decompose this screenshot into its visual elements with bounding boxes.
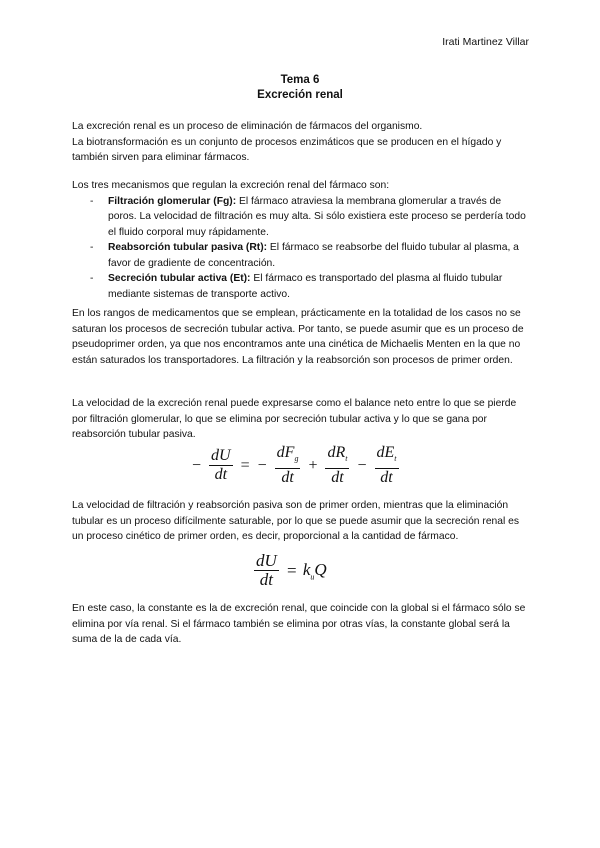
title-line-2: Excreción renal bbox=[257, 89, 343, 101]
paragraph-filtracion bbox=[72, 498, 532, 545]
eq-fraction bbox=[375, 444, 399, 487]
mechanism-term: Reabsorción tubular pasiva (Rt): bbox=[108, 242, 268, 253]
eq-operator: − bbox=[257, 456, 267, 474]
intro-paragraph-1: La excreción renal es un proceso de eliminación de fármacos del organismo. bbox=[72, 121, 423, 132]
eq-denominator: dt bbox=[380, 469, 393, 487]
eq-denominator: dt bbox=[331, 469, 344, 487]
eq-fraction bbox=[209, 447, 233, 484]
list-item bbox=[72, 240, 532, 271]
paragraph-rangos bbox=[72, 306, 532, 368]
eq-denominator: dt bbox=[214, 466, 228, 484]
mechanism-term: Secreción tubular activa (Et): bbox=[108, 273, 251, 284]
equation-balance bbox=[190, 444, 401, 487]
paragraph-velocidad bbox=[72, 396, 532, 443]
eq-symbol: dR bbox=[327, 444, 346, 461]
eq-rhs bbox=[303, 560, 327, 581]
intro-section bbox=[72, 119, 532, 166]
eq-symbol: Q bbox=[314, 559, 327, 579]
paragraph-text: La velocidad de filtración y reabsorción pasiva son de primer orden, mientras que la eliminación tubular es un proceso difícilmente saturable, por lo que se puede asumir que la secreción renal es un proceso cinético de primer orden, es decir, proporcional a la cantidad de fármaco. bbox=[72, 500, 520, 542]
eq-numerator bbox=[275, 444, 301, 469]
paragraph-final bbox=[72, 601, 532, 648]
eq-symbol: k bbox=[302, 559, 311, 579]
document-title bbox=[0, 73, 600, 103]
eq-fraction bbox=[325, 444, 349, 487]
eq-subscript: t bbox=[345, 454, 348, 464]
eq-numerator bbox=[375, 444, 399, 469]
eq-fraction bbox=[254, 552, 279, 589]
mechanism-text: El fármaco es transportado del plasma al fluido tubular mediante sistemas de transporte activo. bbox=[108, 273, 503, 300]
eq-numerator: dU bbox=[211, 447, 231, 465]
eq-operator: − bbox=[357, 456, 367, 474]
eq-fraction bbox=[275, 444, 301, 487]
eq-subscript: u bbox=[310, 572, 315, 582]
mechanisms-lead: Los tres mecanismos que regulan la excreción renal del fármaco son: bbox=[72, 180, 390, 191]
title-line-1: Tema 6 bbox=[280, 74, 320, 86]
mechanisms-section bbox=[72, 178, 532, 302]
eq-symbol: dF bbox=[276, 444, 295, 461]
eq-subscript: g bbox=[294, 454, 299, 464]
eq-operator: + bbox=[308, 456, 318, 474]
equation-first-order bbox=[252, 552, 327, 589]
mechanisms-list bbox=[72, 194, 532, 303]
eq-denominator: dt bbox=[259, 570, 273, 589]
eq-numerator: dU bbox=[256, 551, 277, 570]
author-name: Irati Martinez Villar bbox=[442, 36, 529, 48]
eq-symbol: dE bbox=[376, 444, 395, 461]
list-item bbox=[72, 271, 532, 302]
eq-denominator: dt bbox=[281, 469, 294, 487]
eq-operator: = bbox=[240, 456, 250, 474]
paragraph-text: En este caso, la constante es la de excreción renal, que coincide con la global si el fármaco sólo se elimina por vía renal. Si el fármaco también se elimina por otras vías, la constante global será la suma de la de cada vía. bbox=[72, 603, 526, 645]
paragraph-text: En los rangos de medicamentos que se emplean, prácticamente en la totalidad de los casos no se saturan los procesos de secreción tubular activa. Por tanto, se puede asumir que es un proceso de pseudoprimer orden, ya que nos encontramos ante una cinética de Michaelis Menten en la que no están saturados los transportadores. La filtración y la reabsorción son procesos de primer orden. bbox=[72, 308, 524, 366]
mechanism-term: Filtración glomerular (Fg): bbox=[108, 195, 237, 207]
mechanism-text: El fármaco atraviesa la membrana glomerular a través de poros. La velocidad de filtración es muy alta. Si sólo existiera este proceso se perdería todo el fluido corporal muy rápidamente. bbox=[108, 195, 526, 238]
eq-numerator bbox=[325, 444, 349, 469]
paragraph-text: La velocidad de la excreción renal puede expresarse como el balance neto entre lo que se pierde por filtración glomerular, lo que se elimina por secreción tubular activa y lo que se gana por reabsorción tubular pasiva. bbox=[72, 398, 517, 440]
eq-operator: − bbox=[192, 456, 202, 474]
intro-paragraph-2: La biotransformación es un conjunto de procesos enzimáticos que se producen en el hígado y también sirven para eliminar fármacos. bbox=[72, 136, 502, 163]
eq-operator: = bbox=[287, 560, 297, 580]
eq-subscript: t bbox=[394, 454, 397, 464]
mechanism-text: El fármaco se reabsorbe del fluido tubular al plasma, a favor de gradiente de concentración. bbox=[108, 242, 519, 269]
list-item bbox=[72, 194, 532, 241]
